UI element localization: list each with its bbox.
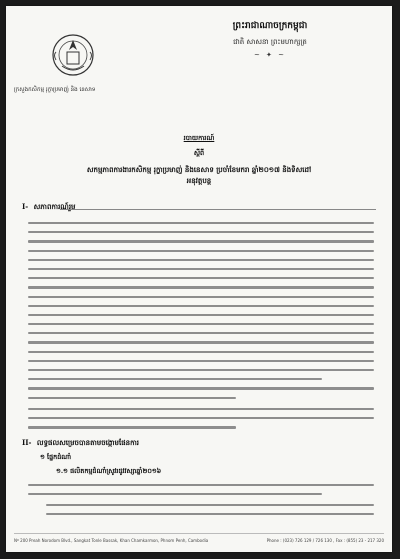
paragraph <box>28 484 374 502</box>
section-heading: I- សភាពការណ៍រួម <box>22 202 76 211</box>
footer-address: Nº 200 Preah Norodom Blvd., Sangkat Tonle Bassak, Khan Chamkarmon, Phnom Penh, Cambodia <box>14 538 209 543</box>
report-on: ស្តីពី <box>193 149 205 157</box>
subsection-heading: ១.១ ផលិតកម្មដំណាំស្រូវរដូវវស្សាឆ្នាំ២០១៦ <box>56 467 162 475</box>
ministry-name: ក្រសួងកសិកម្ម រុក្ខាប្រមាញ់ និង នេសាទ <box>14 87 96 93</box>
national-motto: ជាតិ សាសនា ព្រះមហាក្សត្រ <box>233 38 307 46</box>
bullet-paragraph <box>46 504 374 522</box>
footer-contact: Phone : (023) 726 129 / 726 130 , Fax : (855) 23 - 217 320 <box>266 538 384 543</box>
kingdom-heading: ព្រះរាជាណាចក្រកម្ពុជា <box>232 21 308 31</box>
section-rule <box>60 209 376 210</box>
letterhead-footer <box>14 533 384 548</box>
ornament: ~ ✦ ~ <box>253 51 287 59</box>
royal-emblem-icon <box>50 32 96 78</box>
paragraph <box>28 222 374 406</box>
report-type: របាយការណ៍ <box>183 134 215 142</box>
section-heading: II- លទ្ធផលសម្រេចបានតាមចង្កោមផែនការ <box>22 438 139 447</box>
report-title <box>86 134 312 186</box>
report-subject: សកម្មភាពការងារកសិកម្ម រុក្ខាប្រមាញ់ និងនេសាទ ប្រចាំខែមករា ឆ្នាំ២០១៧ និងទិសដៅអនុវត្តបន្ត <box>86 165 312 185</box>
document-page <box>6 6 392 552</box>
paragraph <box>28 408 374 436</box>
subsection-heading: ១ ផ្នែកដំណាំ <box>40 453 72 461</box>
